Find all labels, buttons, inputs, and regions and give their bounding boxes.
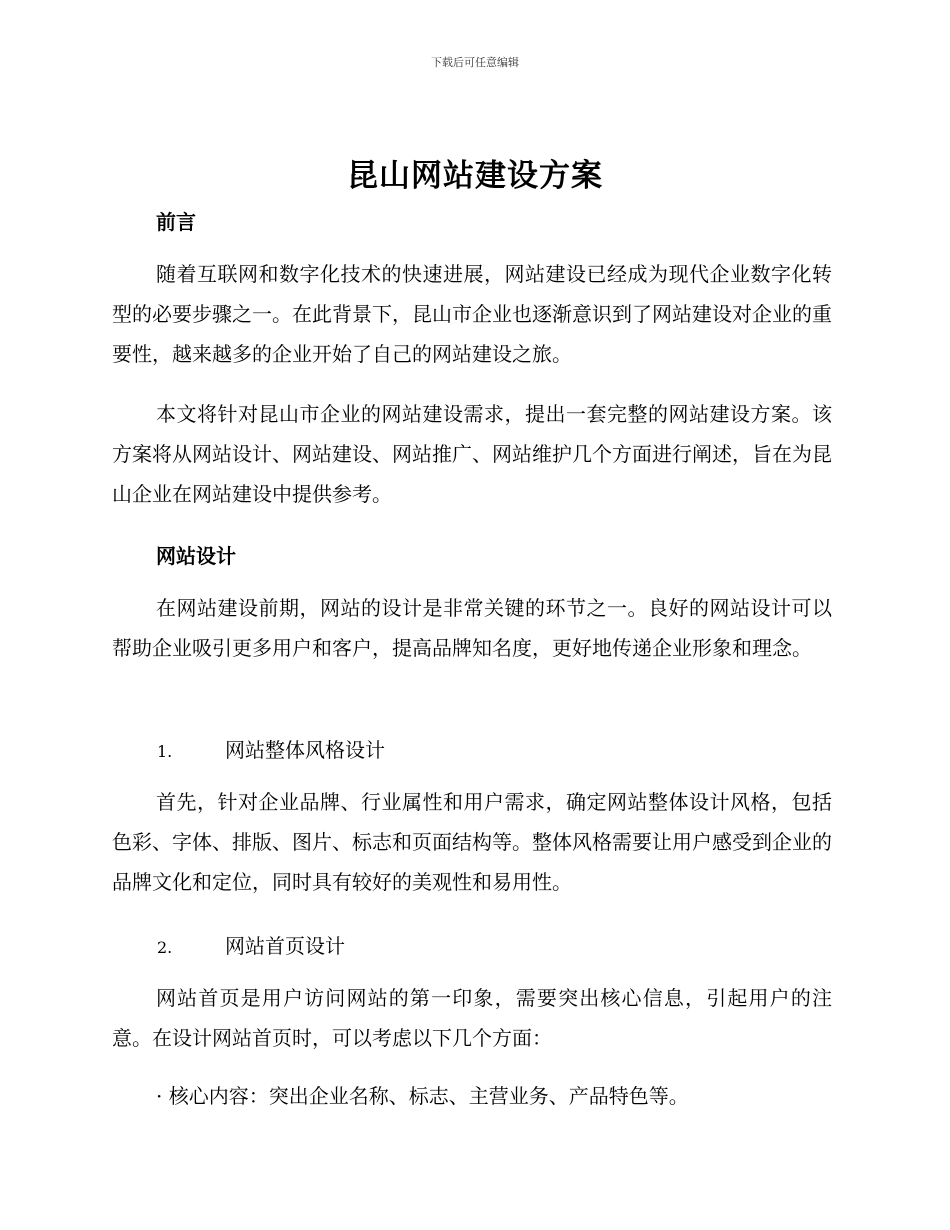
document-title: 昆山网站建设方案 (347, 158, 603, 194)
item-number: 2. (157, 938, 173, 957)
bullet-item: · 核心内容：突出企业名称、标志、主营业务、产品特色等。 (156, 1084, 689, 1108)
item-1-body: 首先，针对企业品牌、行业属性和用户需求，确定网站整体设计风格，包括色彩、字体、排版、图片、标志和页面结构等。整体风格需要让用户感受到企业的品牌文化和定位，同时具有较好的美观性和易用性。 (112, 790, 832, 894)
header-note: 下载后可任意编辑 (431, 56, 519, 69)
section-heading-design: 网站设计 (156, 544, 236, 568)
item-title: 网站首页设计 (225, 934, 345, 958)
item-title: 网站整体风格设计 (225, 738, 385, 762)
numbered-item-1 (157, 734, 385, 763)
numbered-item-2 (157, 930, 345, 959)
item-number: 1. (157, 742, 173, 761)
design-intro-paragraph: 在网站建设前期，网站的设计是非常关键的环节之一。良好的网站设计可以帮助企业吸引更多用户和客户，提高品牌知名度，更好地传递企业形象和理念。 (112, 596, 832, 660)
section-heading-preface: 前言 (156, 210, 196, 234)
item-2-body: 网站首页是用户访问网站的第一印象，需要突出核心信息，引起用户的注意。在设计网站首页时，可以考虑以下几个方面： (112, 986, 832, 1050)
preface-paragraph-2: 本文将针对昆山市企业的网站建设需求，提出一套完整的网站建设方案。该方案将从网站设计、网站建设、网站推广、网站维护几个方面进行阐述，旨在为昆山企业在网站建设中提供参考。 (112, 402, 832, 506)
preface-paragraph-1: 随着互联网和数字化技术的快速进展，网站建设已经成为现代企业数字化转型的必要步骤之一。在此背景下，昆山市企业也逐渐意识到了网站建设对企业的重要性，越来越多的企业开始了自己的网站建设之旅。 (112, 262, 832, 366)
